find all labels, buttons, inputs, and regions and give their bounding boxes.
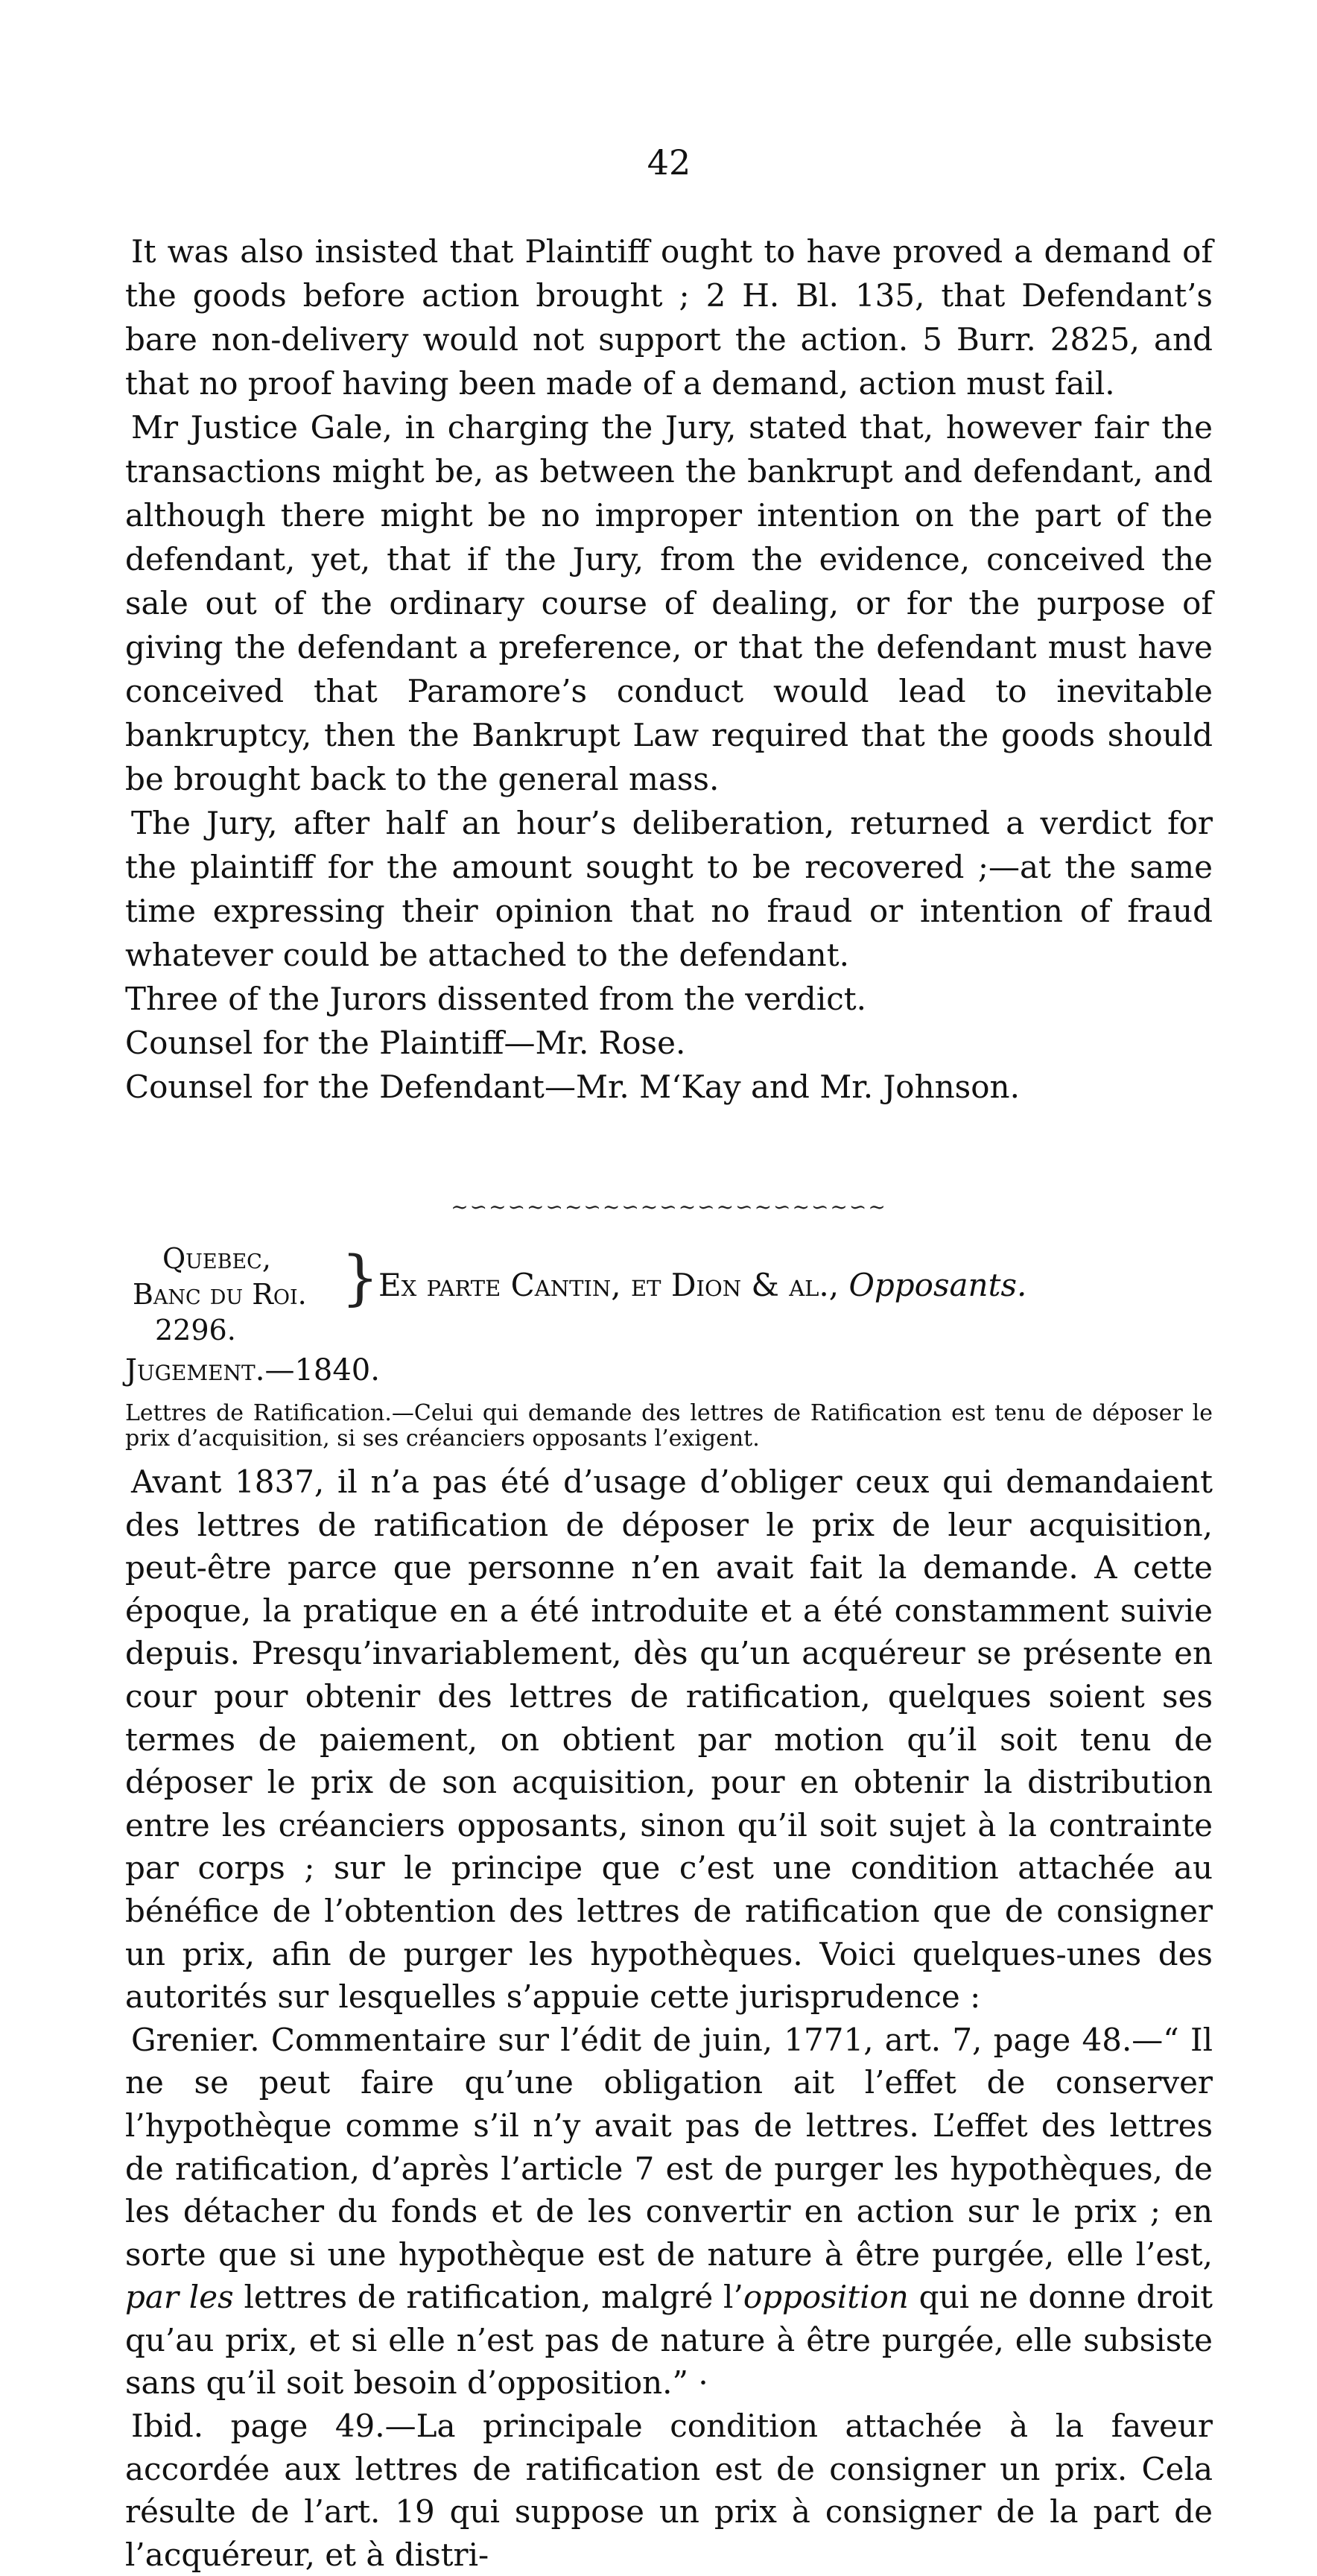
grenier-italic-par-les: par les xyxy=(125,2279,234,2316)
caption-brace-icon: } xyxy=(341,1243,379,1312)
case-title xyxy=(378,1267,1026,1304)
grenier-text-a: Grenier. Commentaire sur l’édit de juin, 1771, art. 7, page 48.—“ Il ne se peut faire qu’une obligation ait l’effet de conserver l’hypothèque comme s’il n’y avait pas de lettres. L’effet des lettres de ratification, d’après l’article 7 est de purger les hypothèques, de les détacher du fonds et de les convertir en action sur le prix ; en sorte que si une hypothèque est de nature à être purgée, elle l’est, xyxy=(125,2021,1213,2273)
jugement-heading: Jugement.—1840. xyxy=(125,1353,380,1387)
line-jurors-dissented: Three of the Jurors dissented from the verdict. xyxy=(125,981,866,1017)
paragraph-justice-gale-charge: Mr Justice Gale, in charging the Jury, stated that, however fair the transactions might be, as between the bankrupt and defendant, and although there might be no improper intention on the part of the defendant, yet, that if the Jury, from the evidence, conceived the sale out of the ordinary course of dealing, or for the purpose of giving the defendant a preference, or that the defendant must have conceived that Paramore’s conduct would lead to inevitable bankruptcy, then the Bankrupt Law required that the goods should be brought back to the general mass. xyxy=(125,409,1213,797)
section-divider-ornament: ~∽~∽~∽~∽~∽~∽~∽~∽~∽~∽~∽~ xyxy=(451,1194,887,1219)
line-counsel-defendant: Counsel for the Defendant—Mr. M‘Kay and Mr. Johnson. xyxy=(125,1069,1020,1105)
paragraph-jury-verdict: The Jury, after half an hour’s deliberation, returned a verdict for the plaintiff for the amount sought to be recovered ;—at the same time expressing their opinion that no fraud or intention of fraud whatever could be attached to the defendant. xyxy=(125,805,1213,973)
line-counsel-plaintiff: Counsel for the Plaintiff—Mr. Rose. xyxy=(125,1025,686,1061)
case-court-caption xyxy=(133,1241,371,1348)
case-role: Opposants. xyxy=(848,1267,1027,1303)
court-name: Banc du Roi. xyxy=(133,1278,307,1311)
grenier-text-b: lettres de ratification, malgré l’ xyxy=(244,2279,743,2316)
case-number: 2296. xyxy=(155,1314,236,1346)
page-number: 42 xyxy=(647,142,691,183)
court-city: Quebec, xyxy=(162,1242,271,1275)
english-report-section xyxy=(125,230,1213,1109)
paragraph-avant-1837: Avant 1837, il n’a pas été d’usage d’obliger ceux qui demandaient des lettres de ratification de déposer le prix de leur acquisition, peut-être parce que personne n’en avait fait la demande. A cette époque, la pratique en a été introduite et a été constamment suivie depuis. Presqu’invariablement, dès qu’un acquéreur se présente en cour pour obtenir des lettres de ratification, quelques soient ses termes de paiement, on obtient par motion qu’il soit tenu de déposer le prix de son acquisition, pour en obtenir la distribution entre les créanciers opposants, sinon qu’il soit sujet à la contrainte par corps ; sur le principe que c’est une condition attachée au bénéfice de l’obtention des lettres de ratification que de consigner un prix, afin de purger les hypothèques. Voici quelques-unes des autorités sur lesquelles s’appuie cette jurisprudence : xyxy=(125,1463,1213,2016)
headnote: Lettres de Ratification.—Celui qui demande des lettres de Ratification est tenu de déposer le prix d’acquisition, si ses créanciers opposants l’exigent. xyxy=(125,1400,1213,1452)
case-parties: Ex parte Cantin, et Dion & al., xyxy=(378,1267,840,1303)
paragraph-demand-of-goods: It was also insisted that Plaintiff ought to have proved a demand of the goods before action brought ; 2 H. Bl. 135, that Defendant’s bare non-delivery would not support the action. 5 Burr. 2825, and that no proof having been made of a demand, action must fail. xyxy=(125,233,1213,402)
grenier-italic-opposition: opposition xyxy=(743,2279,909,2316)
paragraph-grenier-commentaire xyxy=(125,2019,1213,2405)
french-report-section xyxy=(125,1461,1213,2576)
paragraph-ibid-page-49: Ibid. page 49.—La principale condition attachée à la faveur accordée aux lettres de ratification est de consigner un prix. Cela résulte de l’art. 19 qui suppose un prix à consigner de la part de l’acquéreur, et à distri- xyxy=(125,2408,1213,2573)
grenier-text-c: qui ne donne droit qu’au prix, et si elle n’est pas de nature à être purgée, elle subsiste sans qu’il soit besoin d’opposition.” · xyxy=(125,2279,1213,2402)
